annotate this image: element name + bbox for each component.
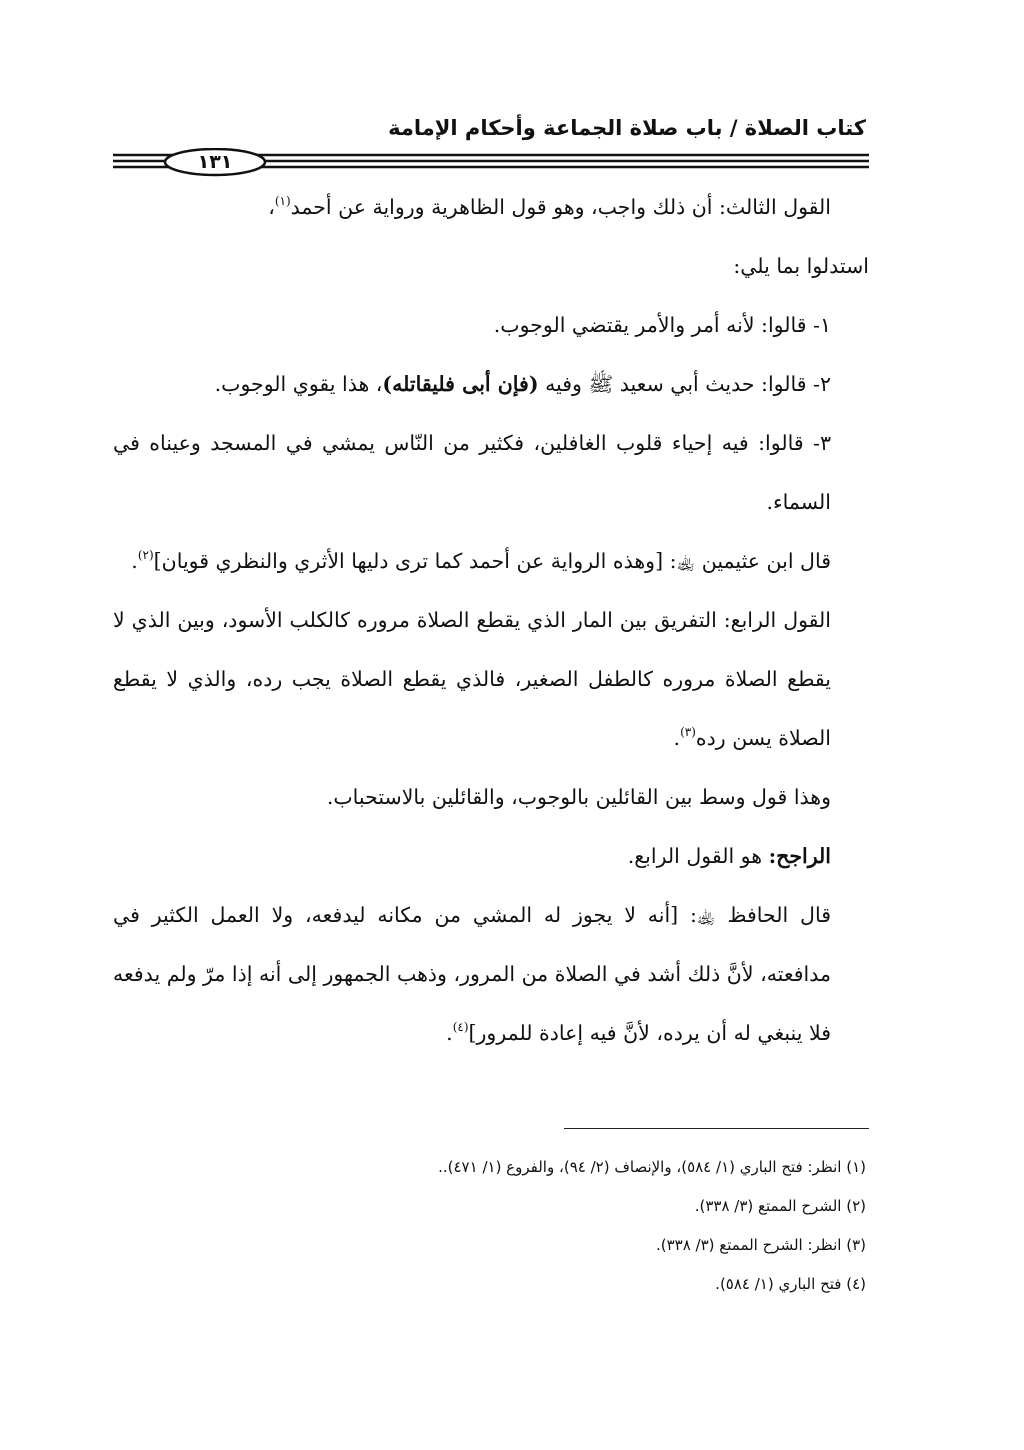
footnote-3: (٣) انظر: الشرح الممتع (٣/ ٣٣٨). — [655, 1236, 866, 1254]
footnote-1: (١) انظر: فتح الباري (١/ ٥٨٤)، والإنصاف (٢/ ٩٤)، والفروع (١/ ٤٧١).. — [438, 1158, 866, 1176]
paragraph-preferred — [113, 827, 869, 886]
paragraph-text: قال ابن عثيمين ﵀: [وهذه الرواية عن أحمد كما ترى دليها الأثري والنظري قويان] — [153, 549, 831, 573]
footnote-4: (٤) فتح الباري (١/ ٥٨٤). — [715, 1275, 866, 1293]
footnote-ref-1[interactable]: (١) — [274, 194, 291, 208]
page-number: ١٣١ — [197, 151, 233, 173]
paragraph-punct: . — [673, 726, 681, 750]
paragraph-middle-view — [113, 768, 869, 827]
header-rule — [113, 148, 869, 178]
paragraph-punct: . — [446, 1021, 453, 1045]
footnotes — [126, 1148, 866, 1304]
hadith-quote: (فإن أبى فليقاتله) — [382, 372, 539, 396]
footnote-ref-2[interactable]: (٢) — [137, 548, 154, 562]
paragraph-text-tail: ، هذا يقوي الوجوب. — [214, 372, 383, 396]
paragraph-text: وهذا قول وسط بين القائلين بالوجوب، والقائلين بالاستحباب. — [326, 785, 831, 809]
evidence-item-1 — [113, 296, 869, 355]
evidence-item-2 — [113, 355, 869, 414]
footnote-ref-4[interactable]: (٤) — [452, 1020, 469, 1034]
paragraph-al-hafiz — [113, 886, 869, 1063]
paragraph-text: قال الحافظ ﵀: [أنه لا يجوز له المشي من مكانه ليدفعه، ولا العمل الكثير في مدافعته، لأنَّ ذلك أشد في الصلاة من المرور، وذهب الجمهور إلى أنه إذا مرّ ولم يدفعه فلا ينبغي له أن يرده، لأنَّ فيه إعادة للمرور] — [113, 903, 831, 1045]
running-title: كتاب الصلاة / باب صلاة الجماعة وأحكام الإمامة — [388, 116, 866, 140]
paragraph-text: ٣- قالوا: فيه إحياء قلوب الغافلين، فكثير من النّاس يمشي في المسجد وعيناه في السماء. — [113, 431, 831, 514]
paragraph-punct: ، — [268, 195, 275, 219]
footnote-separator — [564, 1128, 869, 1129]
footnote-2: (٢) الشرح الممتع (٣/ ٣٣٨). — [694, 1197, 866, 1215]
footnote-ref-3[interactable]: (٣) — [680, 725, 696, 739]
main-text — [113, 178, 869, 1063]
preferred-label: الراجح: — [768, 844, 831, 868]
evidence-item-3 — [113, 414, 869, 532]
paragraph-text: القول الرابع: التفريق بين المار الذي يقطع الصلاة مروره كالكلب الأسود، وبين الذي لا يقطع الصلاة مروره كالطفل الصغير، فالذي يقطع الصلاة يجب رده، والذي لا يقطع الصلاة يسن رده — [113, 608, 831, 750]
paragraph-evidence-intro — [113, 237, 869, 296]
paragraph-ibn-uthaymeen — [113, 532, 869, 591]
paragraph-punct: . — [131, 549, 138, 573]
paragraph-text: القول الثالث: أن ذلك واجب، وهو قول الظاهرية ورواية عن أحمد — [290, 195, 831, 219]
paragraph-text: استدلوا بما يلي: — [733, 254, 869, 278]
paragraph-text: هو القول الرابع. — [627, 844, 769, 868]
paragraph-fourth-opinion — [113, 591, 869, 768]
paragraph-third-opinion — [113, 178, 869, 237]
paragraph-text: ١- قالوا: لأنه أمر والأمر يقتضي الوجوب. — [493, 313, 831, 337]
paragraph-text: ٢- قالوا: حديث أبي سعيد ﷺ وفيه — [538, 372, 831, 396]
